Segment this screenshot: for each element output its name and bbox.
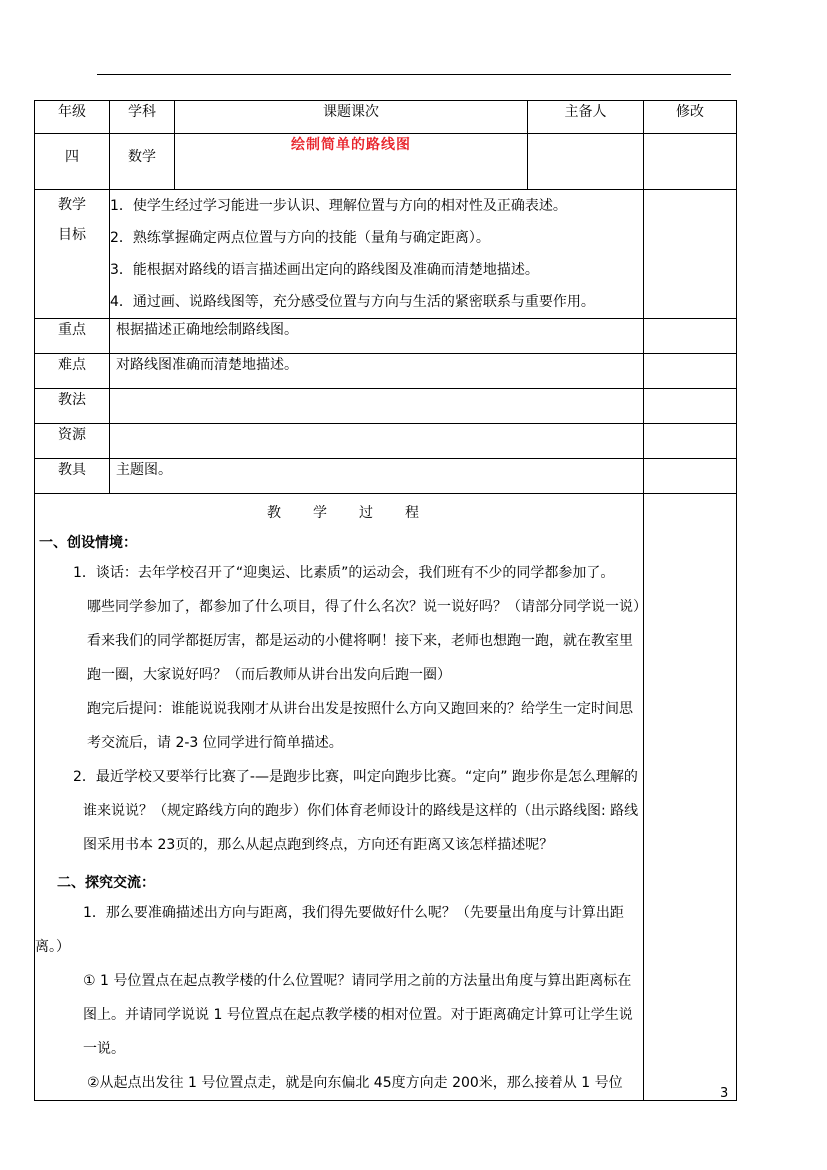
revise-value <box>644 134 737 190</box>
key-label: 重点 <box>35 319 110 354</box>
key-text: 根据描述正确地绘制路线图。 <box>110 319 644 354</box>
subject-value: 数学 <box>110 134 175 190</box>
paragraph: 2．最近学校又要举行比赛了-—是跑步比赛，叫定向跑步比赛。“定向” 跑步你是怎么理解的谁来说说？（规定路线方向的跑步）你们体育老师设计的路线是这样的（出示路线图: 路线图采用书本 23页的，那么从起点跑到终点，方向还有距离又该怎样描述呢？ <box>73 769 639 853</box>
goal-item: 1．使学生经过学习能进一步认识、理解位置与方向的相对性及正确表述。 <box>110 198 567 214</box>
difficulty-revise <box>644 354 737 389</box>
resource-text <box>110 424 644 459</box>
lesson-plan-table <box>34 100 737 1101</box>
preparer-value <box>528 134 644 190</box>
page-number: 3 <box>720 1086 729 1101</box>
goals-label <box>35 190 110 319</box>
teaching-process <box>35 494 644 1101</box>
tools-revise <box>644 459 737 494</box>
revise-header: 修改 <box>644 101 737 134</box>
goals-label-line2: 目标 <box>58 227 86 243</box>
process-title: 教学过程 <box>267 505 451 521</box>
resource-label: 资源 <box>35 424 110 459</box>
lesson-title: 绘制简单的路线图 <box>175 134 528 190</box>
grade-value: 四 <box>35 134 110 190</box>
difficulty-label: 难点 <box>35 354 110 389</box>
goal-item: 4．通过画、说路线图等，充分感受位置与方向与生活的紧密联系与重要作用。 <box>110 294 595 310</box>
goals-list <box>110 190 644 319</box>
process-revise <box>644 494 737 1101</box>
method-revise <box>644 389 737 424</box>
section-heading: 二、探究交流： <box>57 875 155 891</box>
goal-item: 2．熟练掌握确定两点位置与方向的技能（量角与确定距离）。 <box>110 230 490 246</box>
method-label: 教法 <box>35 389 110 424</box>
goal-item: 3．能根据对路线的语言描述画出定向的路线图及准确而清楚地描述。 <box>110 262 539 278</box>
subject-header: 学科 <box>110 101 175 134</box>
paragraph: ②从起点出发往 1 号位置点走，就是向东偏北 45度方向走 200米，那么接着从 1 号位 <box>87 1075 623 1091</box>
section-heading: 一、创设情境： <box>39 535 137 551</box>
paragraph: 跑完后提问：谁能说说我刚才从讲台出发是按照什么方向又跑回来的？给学生一定时间思考交流后，请 2-3 位同学进行简单描述。 <box>87 701 633 751</box>
resource-revise <box>644 424 737 459</box>
difficulty-text: 对路线图准确而清楚地描述。 <box>110 354 644 389</box>
paragraph: 1．那么要准确描述出方向与距离，我们得先要做好什么呢？（先要量出角度与计算出距离。） <box>35 905 624 955</box>
key-revise <box>644 319 737 354</box>
paragraph-line: 1．谈话：去年学校召开了“迎奥运、比素质”的运动会，我们班有不少的同学都参加了。 <box>73 565 615 581</box>
paragraph: 哪些同学参加了，都参加了什么项目，得了什么名次？说一说好吗？（请部分同学说一说）看来我们的同学都挺厉害，都是运动的小健将啊！接下来，老师也想跑一跑，就在教室里跑一圈，大家说好吗？（而后教师从讲台出发向后跑一圈） <box>87 599 640 683</box>
goals-revise <box>644 190 737 319</box>
paragraph: ① 1 号位置点在起点教学楼的什么位置呢？请同学用之前的方法量出角度与算出距离标在图上。并请同学说说 1 号位置点在起点教学楼的相对位置。对于距离确定计算可让学生说一说。 <box>83 973 633 1057</box>
header-rule <box>97 74 731 75</box>
grade-header: 年级 <box>35 101 110 134</box>
tools-label: 教具 <box>35 459 110 494</box>
preparer-header: 主备人 <box>528 101 644 134</box>
goals-label-line1: 教学 <box>58 197 86 213</box>
lesson-header: 课题课次 <box>175 101 528 134</box>
paragraph <box>35 556 643 590</box>
tools-text: 主题图。 <box>110 459 644 494</box>
method-text <box>110 389 644 424</box>
